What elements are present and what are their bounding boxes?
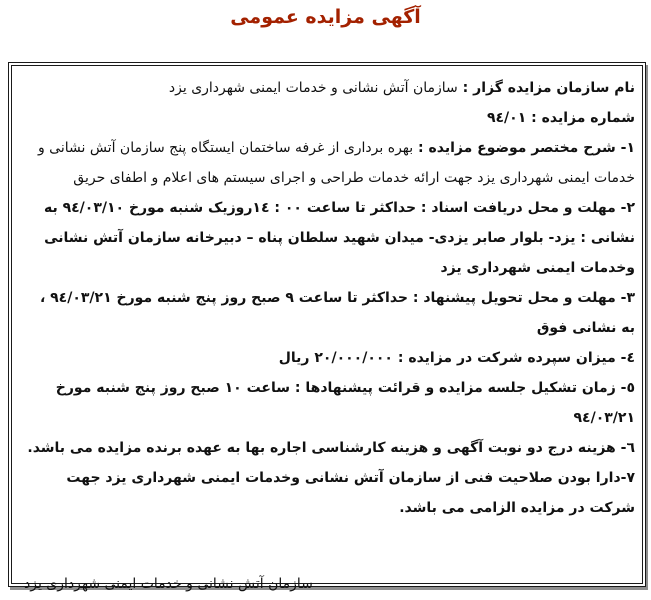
notice-title: آگهی مزایده عمومی [230,6,421,28]
session-time-row: ٥- زمان تشکیل جلسه مزایده و قرائت پیشنهادها : ساعت ١٠ صبح روز پنج شنبه مورخ ٩٤/٠٣/٢١ [55,380,635,426]
costs-row: ٦- هزینه درج دو نوبت آگهی و هزینه کارشناسی اجاره بها به عهده برنده مزایده می باشد. [27,440,635,456]
auction-subject-label: ١- شرح مختصر موضوع مزایده : [413,140,635,156]
auction-number-row [22,103,635,133]
notice-box [8,62,646,592]
signature: سازمان آتش نشانی و خدمات ایمنی شهرداری یزد [24,576,313,592]
deposit-amount-row: ٤- میزان سپرده شرکت در مزایده : ٢٠/٠٠٠/٠٠٠ ریال [278,350,635,366]
auction-number-label: شماره مزایده : ٩٤/٠١ [486,110,635,126]
documents-deadline-row: ٢- مهلت و محل دریافت اسناد : حداکثر تا ساعت ٠٠ : ١٤روزیک شنبه مورخ ٩٤/٠٣/١٠ به نشانی : یزد- بلوار صابر یزدی- میدان شهید سلطان پناه – دبیرخانه سازمان آتش نشانی وخدمات ایمنی شهرداری یزد [43,200,635,276]
organizer-name-value: سازمان آتش نشانی و خدمات ایمنی شهرداری یزد [168,80,458,96]
auction-subject-row [22,133,635,193]
organizer-name-row [22,73,635,103]
organizer-name-label: نام سازمان مزایده گزار : [457,80,635,96]
proposal-deadline-row: ٣- مهلت و محل تحویل پیشنهاد : حداکثر تا ساعت ٩ صبح روز پنج شنبه مورخ ٩٤/٠٣/٢١ ، به نشانی فوق [39,290,635,336]
auction-subject-value: بهره برداری از غرفه ساختمان ایستگاه پنج سازمان آتش نشانی و خدمات ایمنی شهرداری یزد جهت ارائه خدمات طراحی و اجرای سیستم های اعلام و اطفای حریق [37,140,635,186]
qualification-row: ٧-دارا بودن صلاحیت فنی از سازمان آتش نشانی وخدمات ایمنی شهرداری یزد جهت شرکت در مزایده الزامی می باشد. [66,470,635,516]
